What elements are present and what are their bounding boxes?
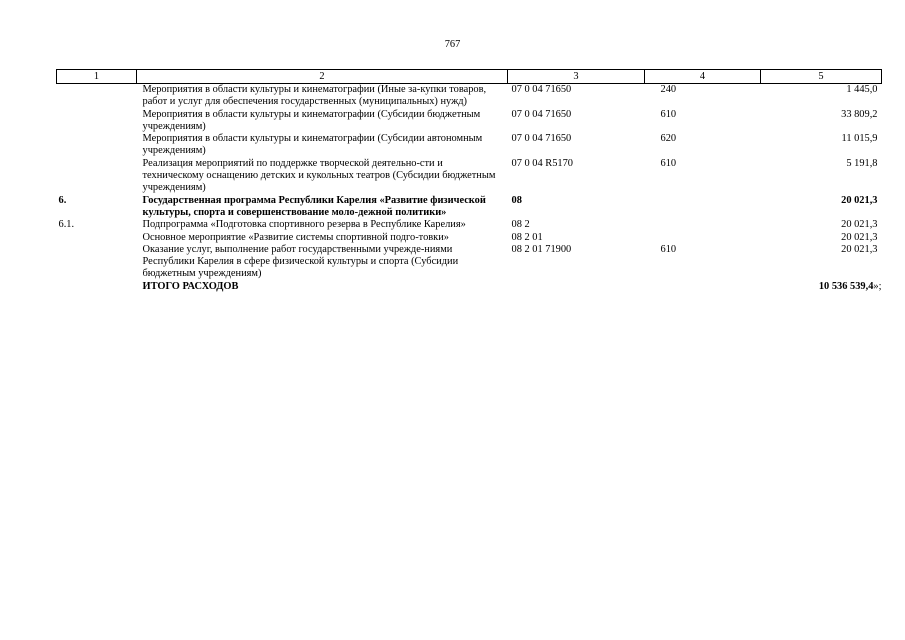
table-row xyxy=(57,133,882,158)
row-target-code: 08 2 01 71900 xyxy=(511,243,572,255)
row-name: Государственная программа Республики Карелия «Развитие физической культуры, спорта и совершенствование моло-дежной политики» xyxy=(142,194,486,218)
row-expense-type: 240 xyxy=(660,84,677,95)
total-label: ИТОГО РАСХОДОВ xyxy=(142,280,239,292)
row-name: Оказание услуг, выполнение работ государственными учрежде-ниями Республики Карелия в сфере физической культуры и спорта (Субсидии бюджетным учреждениям) xyxy=(142,243,459,280)
row-sum: 20 021,3 xyxy=(841,194,878,206)
table-row xyxy=(57,195,882,220)
total-sum-cell xyxy=(761,281,882,293)
total-target-code xyxy=(508,281,645,293)
row-expense-type: 610 xyxy=(660,157,677,169)
row-expense-type xyxy=(645,195,761,220)
expenditure-table xyxy=(56,69,882,293)
row-target-code: 08 2 01 xyxy=(511,231,543,243)
row-name: Основное мероприятие «Развитие системы спортивной подго-товки» xyxy=(142,231,449,243)
row-number xyxy=(57,244,137,281)
header-col-3: 3 xyxy=(508,70,645,84)
row-name: Подпрограмма «Подготовка спортивного резерва в Республике Карелия» xyxy=(142,219,466,231)
table-row xyxy=(57,158,882,195)
header-col-4: 4 xyxy=(645,70,761,84)
total-row xyxy=(57,281,882,293)
table-row xyxy=(57,219,882,231)
row-name: Реализация мероприятий по поддержке творческой деятельно-сти и техническому оснащению детских и кукольных театров (Субсидии бюджетным учреждениям) xyxy=(142,157,496,194)
table-row xyxy=(57,232,882,244)
table-row xyxy=(57,109,882,134)
total-sum: 10 536 539,4 xyxy=(818,280,874,292)
table-row xyxy=(57,84,882,109)
row-name: Мероприятия в области культуры и кинематографии (Субсидии автономным учреждениям) xyxy=(142,133,483,157)
row-target-code: 07 0 04 71650 xyxy=(511,133,572,145)
row-expense-type: 620 xyxy=(660,133,677,145)
row-sum: 20 021,3 xyxy=(841,231,878,243)
table-header xyxy=(57,70,882,84)
row-expense-type: 610 xyxy=(660,108,677,120)
row-number: 6. xyxy=(58,194,67,206)
table-row xyxy=(57,244,882,281)
row-target-code: 07 0 04 71650 xyxy=(511,108,572,120)
total-expense-type xyxy=(645,281,761,293)
row-expense-type xyxy=(645,232,761,244)
row-number: 6.1. xyxy=(58,219,75,231)
total-suffix: »; xyxy=(873,280,882,292)
header-col-1: 1 xyxy=(57,70,137,84)
row-name: Мероприятия в области культуры и кинематографии (Субсидии бюджетным учреждениям) xyxy=(142,108,481,132)
row-number xyxy=(57,84,137,109)
row-number xyxy=(57,109,137,134)
row-target-code: 08 xyxy=(511,194,522,206)
header-col-5: 5 xyxy=(761,70,882,84)
row-number xyxy=(57,133,137,158)
header-col-2: 2 xyxy=(137,70,508,84)
row-number xyxy=(57,158,137,195)
table-body xyxy=(57,84,882,294)
page-number: 767 xyxy=(444,39,461,50)
total-number xyxy=(57,281,137,293)
row-expense-type: 610 xyxy=(660,243,677,255)
row-sum: 33 809,2 xyxy=(841,108,878,120)
row-sum: 20 021,3 xyxy=(841,219,878,231)
row-sum: 1 445,0 xyxy=(846,84,878,95)
row-sum: 11 015,9 xyxy=(841,133,878,145)
row-target-code: 07 0 04 71650 xyxy=(511,84,572,95)
row-target-code: 08 2 xyxy=(511,219,530,231)
row-name: Мероприятия в области культуры и кинематографии (Иные за-купки товаров, работ и услуг для обеспечения государственных (муниципальных) нужд) xyxy=(142,84,487,108)
header-row xyxy=(57,70,882,84)
row-sum: 5 191,8 xyxy=(846,157,878,169)
row-target-code: 07 0 04 R5170 xyxy=(511,157,573,169)
row-sum: 20 021,3 xyxy=(841,243,878,255)
row-number xyxy=(57,232,137,244)
row-expense-type xyxy=(645,219,761,231)
